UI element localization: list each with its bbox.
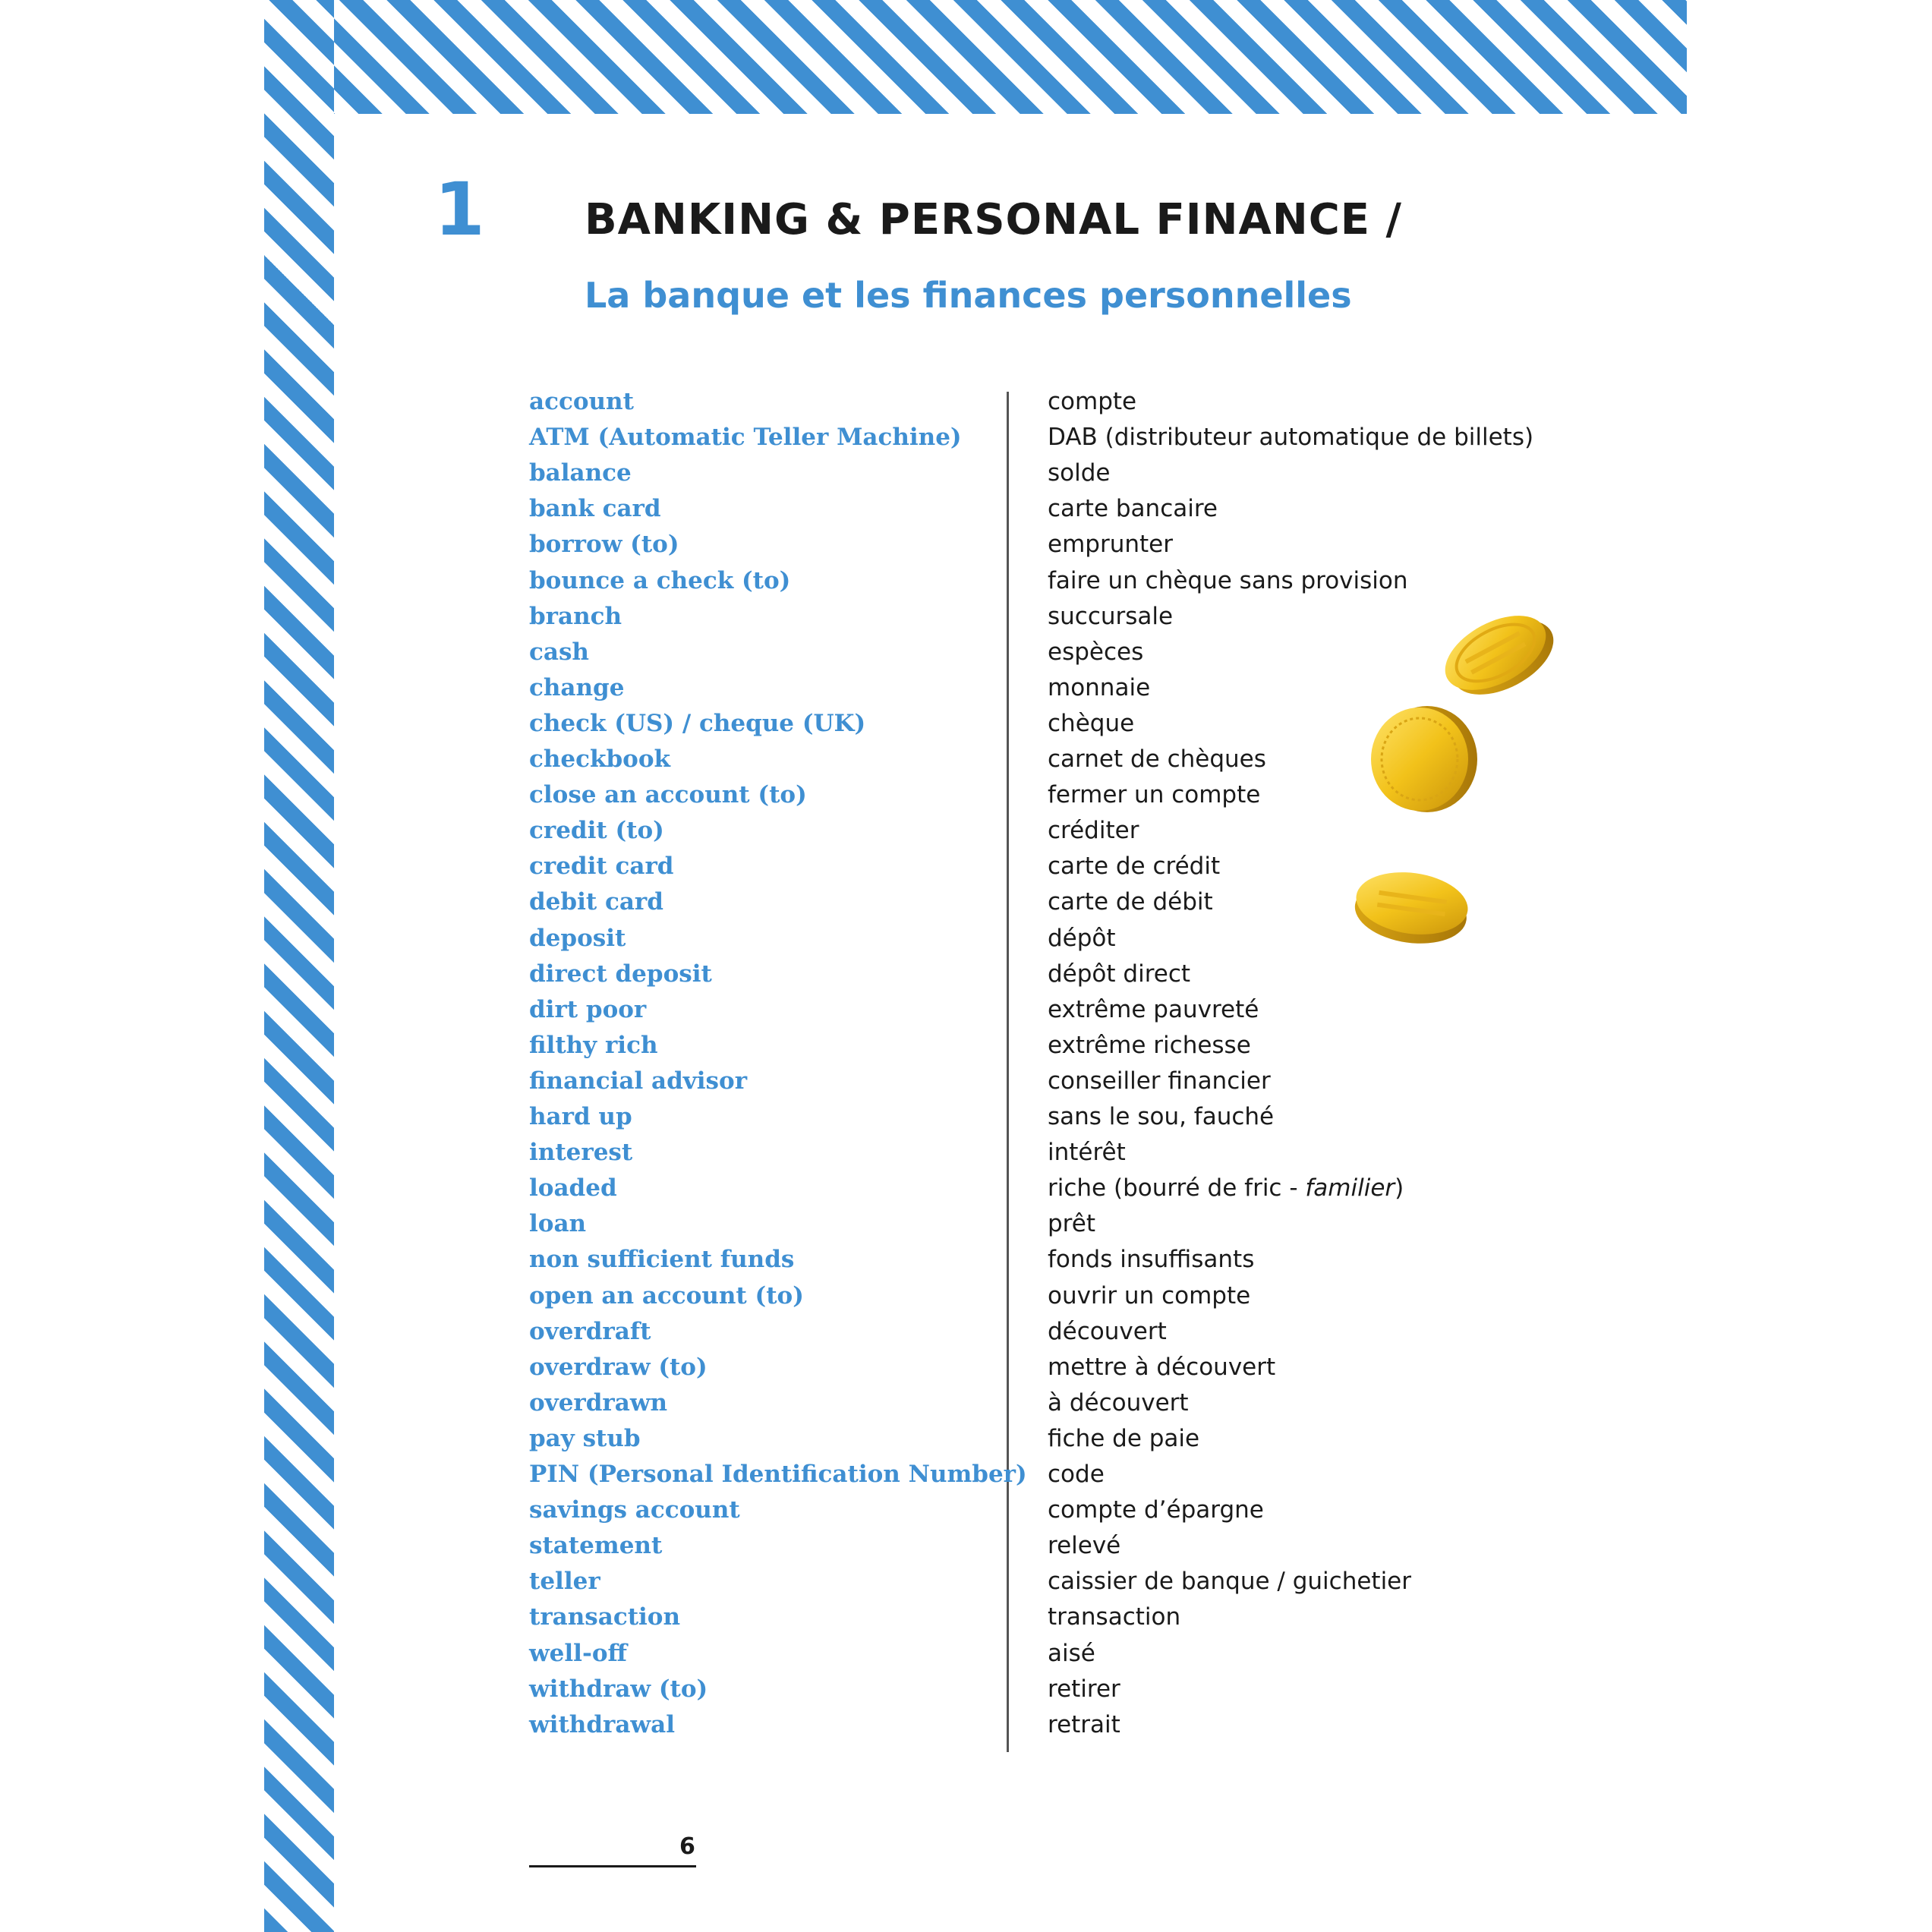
vocab-row	[0, 1528, 1932, 1564]
term-french-italic: familier	[1305, 1174, 1395, 1202]
term-english: balance	[529, 459, 632, 487]
term-english: overdraw (to)	[529, 1353, 708, 1381]
term-english: hard up	[529, 1103, 632, 1130]
term-english: statement	[529, 1532, 663, 1560]
footer-rule	[529, 1865, 696, 1867]
term-french: conseiller financier	[1048, 1067, 1271, 1095]
term-french: créditer	[1048, 817, 1139, 845]
vocab-row	[0, 1135, 1932, 1171]
term-french: fonds insuffisants	[1048, 1246, 1255, 1274]
term-english: cash	[529, 638, 589, 666]
term-english: loaded	[529, 1174, 617, 1202]
term-french: code	[1048, 1461, 1105, 1488]
vocab-row	[0, 670, 1932, 706]
vocab-row	[0, 742, 1932, 777]
vocab-row	[0, 1278, 1932, 1314]
term-french: relevé	[1048, 1532, 1121, 1560]
chapter-title-french: La banque et les finances personnelles	[585, 275, 1352, 316]
vocab-row	[0, 1636, 1932, 1672]
term-english: teller	[529, 1568, 600, 1596]
coin-middle	[1371, 706, 1477, 812]
term-french: compte	[1048, 388, 1137, 415]
term-english: withdraw (to)	[529, 1675, 708, 1703]
term-french-part: )	[1395, 1174, 1404, 1202]
term-english: bounce a check (to)	[529, 566, 791, 594]
page-number: 6	[679, 1833, 695, 1860]
term-french: carte de débit	[1048, 888, 1213, 916]
term-english: dirt poor	[529, 995, 647, 1023]
coin-bottom	[1351, 865, 1471, 950]
term-english: savings account	[529, 1496, 740, 1524]
term-english: PIN (Personal Identification Number)	[529, 1461, 1027, 1488]
term-french: dépôt direct	[1048, 960, 1191, 988]
term-french: succursale	[1048, 602, 1174, 630]
term-french: carnet de chèques	[1048, 745, 1266, 773]
term-french: extrême pauvreté	[1048, 995, 1259, 1023]
vocab-row	[0, 1707, 1932, 1743]
vocab-row	[0, 957, 1932, 992]
vocab-row	[0, 563, 1932, 599]
vocab-row	[0, 921, 1932, 957]
vocab-row	[0, 1350, 1932, 1385]
vocab-row	[0, 1492, 1932, 1528]
term-english: account	[529, 388, 634, 415]
term-english: direct deposit	[529, 960, 712, 988]
term-french: prêt	[1048, 1210, 1095, 1238]
chapter-number: 1	[434, 167, 485, 252]
term-english: non sufficient funds	[529, 1246, 795, 1274]
term-french: sans le sou, fauché	[1048, 1103, 1275, 1130]
term-english: bank card	[529, 495, 661, 523]
vocab-row	[0, 1242, 1932, 1278]
vocab-row	[0, 635, 1932, 670]
term-english: overdrawn	[529, 1388, 668, 1417]
term-french: carte bancaire	[1048, 495, 1218, 523]
vocab-row	[0, 1385, 1932, 1421]
term-english: loan	[529, 1210, 587, 1238]
vocab-row	[0, 527, 1932, 563]
vocab-row	[0, 420, 1932, 455]
term-english: well-off	[529, 1639, 627, 1667]
term-french: monnaie	[1048, 673, 1151, 701]
vocab-row	[0, 384, 1932, 420]
vocab-row	[0, 777, 1932, 813]
vocab-row	[0, 1457, 1932, 1492]
term-french: intérêt	[1048, 1139, 1126, 1167]
term-french: emprunter	[1048, 531, 1173, 559]
term-french: carte de crédit	[1048, 853, 1221, 881]
vocab-row	[0, 1064, 1932, 1099]
term-french: découvert	[1048, 1317, 1167, 1345]
term-french: fiche de paie	[1048, 1424, 1200, 1452]
term-french-part: riche (bourré de fric -	[1048, 1174, 1306, 1202]
term-french: espèces	[1048, 638, 1144, 666]
term-english: check (US) / cheque (UK)	[529, 709, 866, 737]
term-french: ouvrir un compte	[1048, 1281, 1251, 1310]
chapter-title-english: BANKING & PERSONAL FINANCE /	[585, 195, 1402, 244]
term-french: mettre à découvert	[1048, 1353, 1276, 1381]
term-english: close an account (to)	[529, 781, 807, 809]
vocab-row	[0, 1672, 1932, 1707]
term-french: faire un chèque sans provision	[1048, 566, 1408, 594]
term-french: retrait	[1048, 1710, 1120, 1738]
vocab-row	[0, 992, 1932, 1028]
term-english: checkbook	[529, 745, 670, 773]
term-english: interest	[529, 1139, 633, 1167]
term-english: branch	[529, 602, 622, 630]
gold-coins-icon	[1336, 600, 1579, 957]
term-french: caissier de banque / guichetier	[1048, 1568, 1412, 1596]
term-french: transaction	[1048, 1603, 1181, 1631]
term-english: credit card	[529, 853, 674, 881]
term-french: dépôt	[1048, 924, 1116, 952]
vocab-row	[0, 599, 1932, 635]
vocab-row	[0, 813, 1932, 849]
vocab-row	[0, 1599, 1932, 1635]
term-english: deposit	[529, 924, 626, 952]
term-english: borrow (to)	[529, 531, 679, 559]
term-english: filthy rich	[529, 1031, 658, 1059]
term-french: compte d’épargne	[1048, 1496, 1264, 1524]
term-french: extrême richesse	[1048, 1031, 1251, 1059]
vocab-row	[0, 706, 1932, 742]
term-english: credit (to)	[529, 817, 664, 845]
vocab-row	[0, 884, 1932, 920]
term-french: retirer	[1048, 1675, 1120, 1703]
term-french	[1048, 1171, 1404, 1206]
vocab-row	[0, 491, 1932, 527]
term-french: DAB (distributeur automatique de billets)	[1048, 424, 1534, 452]
term-english: withdrawal	[529, 1710, 675, 1738]
term-english: ATM (Automatic Teller Machine)	[529, 424, 962, 452]
term-french: fermer un compte	[1048, 781, 1261, 809]
vocab-row	[0, 1314, 1932, 1350]
vocab-row	[0, 455, 1932, 491]
term-french: aisé	[1048, 1639, 1095, 1667]
term-english: change	[529, 673, 625, 701]
term-english: financial advisor	[529, 1067, 748, 1095]
vocab-row	[0, 1099, 1932, 1135]
term-english: transaction	[529, 1603, 681, 1631]
vocab-row	[0, 1564, 1932, 1599]
term-french: chèque	[1048, 709, 1135, 737]
term-french: à découvert	[1048, 1388, 1189, 1417]
term-english: overdraft	[529, 1317, 651, 1345]
vocab-row	[0, 1206, 1932, 1242]
term-english: open an account (to)	[529, 1281, 804, 1310]
term-french: solde	[1048, 459, 1111, 487]
coin-top	[1433, 600, 1566, 712]
vocab-row	[0, 849, 1932, 884]
term-english: debit card	[529, 888, 663, 916]
vocab-row	[0, 1028, 1932, 1064]
vocab-row	[0, 1171, 1932, 1206]
vocab-row	[0, 1421, 1932, 1457]
term-english: pay stub	[529, 1424, 641, 1452]
